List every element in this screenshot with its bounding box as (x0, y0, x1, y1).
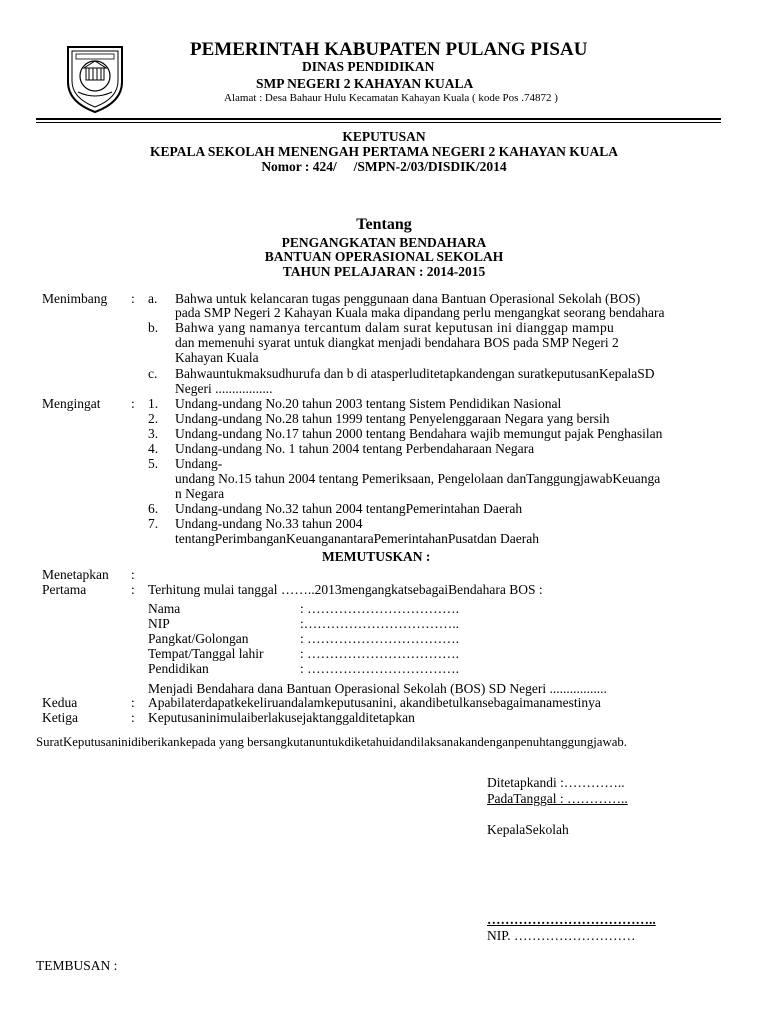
memutuskan-heading: MEMUTUSKAN : (322, 549, 431, 564)
field-nip-label: NIP (148, 616, 170, 631)
field-nama-value: : ……………………………. (300, 601, 460, 616)
ketiga-colon: : (131, 710, 135, 725)
about-heading: Tentang (356, 216, 412, 233)
signature-place: Ditetapkandi :………….. (487, 775, 625, 790)
government-name: PEMERINTAH KABUPATEN PULANG PISAU (190, 39, 588, 60)
law-6-number: 6. (148, 501, 159, 516)
menimbang-c-marker: c. (148, 366, 158, 381)
menimbang-a-line-1: Bahwa untuk kelancaran tugas penggunaan dana Bantuan Operasional Sekolah (BOS) (175, 291, 641, 306)
distribution-statement: SuratKeputusaninidiberikankepada yang bersangkutanuntukdiketahuidandilaksanakandenganpenuhtanggungjawab. (36, 735, 627, 749)
menimbang-b-line-3: Kahayan Kuala (175, 350, 259, 365)
menetapkan-label: Menetapkan (42, 567, 109, 582)
school-address: Alamat : Desa Bahaur Hulu Kecamatan Kahayan Kuala ( kode Pos .74872 ) (224, 92, 558, 104)
tembusan-label: TEMBUSAN : (36, 958, 118, 973)
signatory-name-line: ……………………………….. (487, 912, 656, 927)
decree-number: Nomor : 424/ /SMPN-2/03/DISDIK/2014 (261, 159, 507, 174)
law-3-text: Undang-undang No.17 tahun 2000 tentang Bendahara wajib memungut pajak Penghasilan (175, 426, 663, 441)
law-7-number: 7. (148, 516, 159, 531)
menimbang-b-line-2: dan memenuhi syarat untuk diangkat menjadi bendahara BOS pada SMP Negeri 2 (175, 335, 619, 350)
mengingat-colon: : (131, 396, 135, 411)
menimbang-colon: : (131, 291, 135, 306)
header-divider-thin (36, 122, 721, 123)
field-pangkat-value: : ……………………………. (300, 631, 460, 646)
menimbang-b-line-1: Bahwa yang namanya tercantum dalam surat keputusan ini dianggap mampu (175, 320, 615, 335)
menimbang-a-line-2: pada SMP Negeri 2 Kahayan Kuala maka dipandang perlu mengangkat seorang bendahara (175, 305, 665, 320)
law-4-number: 4. (148, 441, 159, 456)
law-5-text: Undang- (175, 456, 223, 471)
law-7-text-cont: tentangPerimbanganKeuanganantaraPemerintahanPusatdan Daerah (175, 531, 539, 546)
menimbang-label: Menimbang (42, 291, 108, 306)
field-nip-value: :…………………………….. (300, 616, 460, 631)
field-ttl-value: : ……………………………. (300, 646, 460, 661)
pertama-closing: Menjadi Bendahara dana Bantuan Operasional Sekolah (BOS) SD Negeri ................. (148, 681, 607, 696)
law-7-text: Undang-undang No.33 tahun 2004 (175, 516, 363, 531)
law-1-text: Undang-undang No.20 tahun 2003 tentang Sistem Pendidikan Nasional (175, 396, 562, 411)
law-5-number: 5. (148, 456, 159, 471)
signatory-nip: NIP. ……………………… (487, 928, 636, 943)
pertama-colon: : (131, 582, 135, 597)
menetapkan-colon: : (131, 567, 135, 582)
law-2-text: Undang-undang No.28 tahun 1999 tentang Penyelenggaraan Negara yang bersih (175, 411, 610, 426)
decree-issuer: KEPALA SEKOLAH MENENGAH PERTAMA NEGERI 2 KAHAYAN KUALA (150, 144, 618, 159)
department-name: DINAS PENDIDIKAN (302, 59, 435, 74)
pertama-text: Terhitung mulai tanggal ……..2013mengangkatsebagaiBendahara BOS : (148, 582, 543, 597)
field-nama-label: Nama (148, 601, 181, 616)
law-3-number: 3. (148, 426, 159, 441)
mengingat-label: Mengingat (42, 396, 101, 411)
kedua-text: Apabilaterdapatkekeliruandalamkeputusanini, akandibetulkansebagaimanamestinya (148, 695, 601, 710)
ketiga-text: Keputusaninimulaiberlakusejaktanggalditetapkan (148, 710, 415, 725)
field-pangkat-label: Pangkat/Golongan (148, 631, 249, 646)
decree-heading: KEPUTUSAN (342, 129, 426, 144)
law-5-text-cont: undang No.15 tahun 2004 tentang Pemeriksaan, Pengelolaan danTanggungjawabKeuanga (175, 471, 661, 486)
menimbang-c-line-1: Bahwauntukmaksudhurufa dan b di atasperluditetapkandengan suratkeputusanKepalaSD (175, 366, 655, 381)
header-divider-thick (36, 118, 721, 120)
about-line-2: BANTUAN OPERASIONAL SEKOLAH (264, 249, 504, 264)
law-5-text-cont-2: n Negara (175, 486, 225, 501)
law-4-text: Undang-undang No. 1 tahun 2004 tentang Perbendaharaan Negara (175, 441, 535, 456)
school-name: SMP NEGERI 2 KAHAYAN KUALA (256, 76, 474, 91)
signature-date: PadaTanggal : ………….. (487, 791, 628, 806)
law-6-text: Undang-undang No.32 tahun 2004 tentangPemerintahan Daerah (175, 501, 523, 516)
law-2-number: 2. (148, 411, 159, 426)
kedua-colon: : (131, 695, 135, 710)
field-ttl-label: Tempat/Tanggal lahir (148, 646, 264, 661)
regency-emblem-logo (64, 44, 126, 114)
signature-role: KepalaSekolah (487, 822, 569, 837)
menimbang-a-marker: a. (148, 291, 158, 306)
law-1-number: 1. (148, 396, 159, 411)
about-line-1: PENGANGKATAN BENDAHARA (281, 235, 487, 250)
menimbang-b-marker: b. (148, 320, 159, 335)
kedua-label: Kedua (42, 695, 78, 710)
field-pendidikan-value: : ……………………………. (300, 661, 460, 676)
field-pendidikan-label: Pendidikan (148, 661, 209, 676)
menimbang-c-line-2: Negeri ................. (175, 381, 273, 396)
about-line-3: TAHUN PELAJARAN : 2014-2015 (282, 264, 486, 279)
ketiga-label: Ketiga (42, 710, 78, 725)
pertama-label: Pertama (42, 582, 87, 597)
